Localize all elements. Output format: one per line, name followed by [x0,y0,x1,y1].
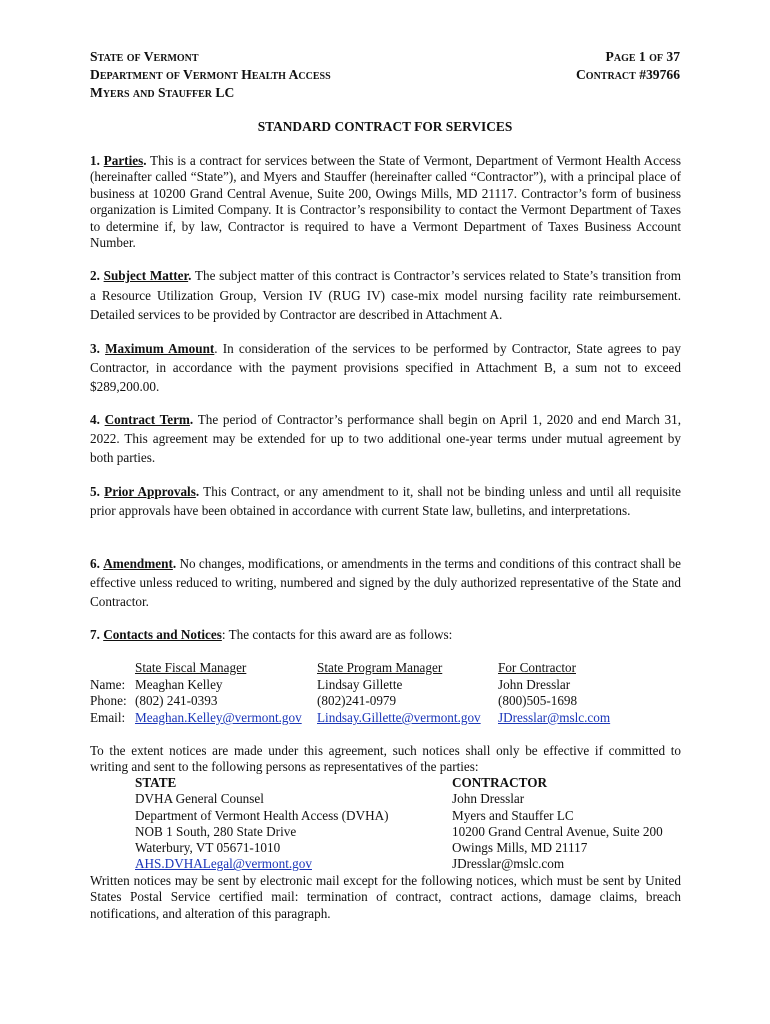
section-number: 6. [90,556,100,571]
contacts-email-row [90,710,690,727]
section-maximum-amount [90,339,681,396]
section-heading: Prior Approvals [104,484,196,499]
contacts-table [90,660,690,727]
rep-row [90,840,690,856]
contractor-line: 10200 Grand Central Avenue, Suite 200 [452,823,663,839]
row-label: Phone: [90,693,127,709]
contacts-name-row [90,677,690,694]
contacts-phone-row [90,693,690,710]
section-number: 7. [90,627,100,642]
rep-row [90,791,690,807]
contractor-heading: CONTRACTOR [452,775,548,790]
section-number: 5. [90,484,100,499]
section-heading: Maximum Amount [105,341,215,356]
state-line: Department of Vermont Health Access (DVHA) [135,807,389,823]
section-body: No changes, modifications, or amendments in the terms and conditions of this contract shall be effective unless reduced to writing, numbered and signed by the duly authorized representative of the State and Contractor. [90,556,682,609]
contractor-line: Owings Mills, MD 21117 [452,840,588,856]
header-department: Department of Vermont Health Access [90,67,331,82]
section-body: . In consideration of the services to be performed by Contractor, State agrees to pay Contractor, in accordance with the payment provisions specified in Attachment B, a sum not to exceed $289,200.00. [90,341,681,394]
cell: Lindsay Gillette [317,676,403,692]
contractor-email: JDresslar@mslc.com [452,856,565,872]
section-body: The subject matter of this contract is Contractor’s services related to State’s transition from a Resource Utilization Group, Version IV (RUG IV) case-mix model nursing facility rate reimbursement. Detailed services to be provided by Contractor are described in Attachment A. [90,268,681,322]
row-label: Email: [90,710,126,726]
header-contractor: Myers and Stauffer LC [90,85,235,100]
cell: (802) 241-0393 [135,693,218,709]
section-heading: Contract Term [104,412,190,427]
state-line: DVHA General Counsel [135,791,264,807]
section-contacts-notices [90,627,681,643]
heading-punct: . [189,412,194,427]
heading-punct: . [143,153,147,168]
contractor-line: John Dresslar [452,791,525,807]
section-body: This Contract, or any amendment to it, shall not be binding unless and until all requisite prior approvals have been obtained in accordance with current State law, bulletins, and interpretations. [90,484,682,519]
heading-punct: . [188,268,192,283]
contacts-header-row [90,660,690,677]
contractor-line: Myers and Stauffer LC [452,807,574,823]
closing-paragraph: Written notices may be sent by electronic mail except for the following notices, which must be sent by United States Postal Service certified mail: termination of contract, contract actions, damage claims, breach notifications, and alteration of this paragraph. [90,873,681,921]
rep-row [90,856,690,872]
document-title: STANDARD CONTRACT FOR SERVICES [257,119,513,134]
page-number: Page 1 of 37 [605,49,680,64]
section-heading: Amendment [103,556,173,571]
state-heading: STATE [135,775,177,790]
state-email-link[interactable]: AHS.DVHALegal@vermont.gov [135,856,312,872]
section-contract-term [90,410,681,467]
heading-punct: . [172,556,177,571]
rep-row [90,824,690,840]
column-fiscal-manager: State Fiscal Manager [135,660,247,675]
cell: John Dresslar [498,676,571,692]
notices-intro: To the extent notices are made under this agreement, such notices shall only be effective if committed to writing and sent to the following persons as representatives of the parties: [90,743,681,775]
section-body: The period of Contractor’s performance shall begin on April 1, 2020 and end March 31, 2022. This agreement may be extended for up to two additional one-year terms under mutual agreement by both parties. [90,412,682,465]
header-left [90,48,331,102]
email-link-fiscal-manager[interactable]: Meaghan.Kelley@vermont.gov [135,710,302,726]
cell: (802)241-0979 [317,693,397,709]
row-label: Name: [90,676,126,692]
section-number: 2. [90,268,100,283]
section-subject-matter [90,266,681,325]
section-number: 1. [90,153,100,168]
email-link-program-manager[interactable]: Lindsay.Gillette@vermont.gov [317,710,481,726]
rep-heading-row [90,775,690,791]
section-number: 3. [90,341,100,356]
cell: Meaghan Kelley [135,676,223,692]
section-number: 4. [90,412,100,427]
rep-row [90,808,690,824]
email-link-contractor[interactable]: JDresslar@mslc.com [498,710,611,726]
header-state: State of Vermont [90,49,199,64]
section-parties [90,153,681,251]
state-line: Waterbury, VT 05671-1010 [135,840,281,856]
section-prior-approvals [90,482,681,520]
section-heading: Subject Matter [103,268,189,283]
representatives-block [90,775,690,873]
section-heading: Parties [103,153,144,168]
contract-number: Contract #39766 [575,67,680,82]
header-right [576,48,680,84]
state-line: NOB 1 South, 280 State Drive [135,823,297,839]
section-body: : The contacts for this award are as follows: [221,627,453,642]
column-contractor: For Contractor [498,660,577,675]
section-body: This is a contract for services between the State of Vermont, Department of Vermont Health Access (hereinafter called “State”), and Myers and Stauffer (hereinafter called “Contractor”), with a principal place of business at 10200 Grand Central Avenue, Suite 200, Owings Mills, MD 21117. Contractor’s form of business organization is Limited Company. It is Contractor’s responsibility to contact the Vermont Department of Taxes to determine if, by law, Contractor is required to have a Vermont Department of Taxes Business Account Number. [90,153,682,251]
heading-punct: . [195,484,200,499]
column-program-manager: State Program Manager [317,660,443,675]
section-heading: Contacts and Notices [103,627,222,642]
cell: (800)505-1698 [498,693,578,709]
section-amendment [90,554,681,611]
